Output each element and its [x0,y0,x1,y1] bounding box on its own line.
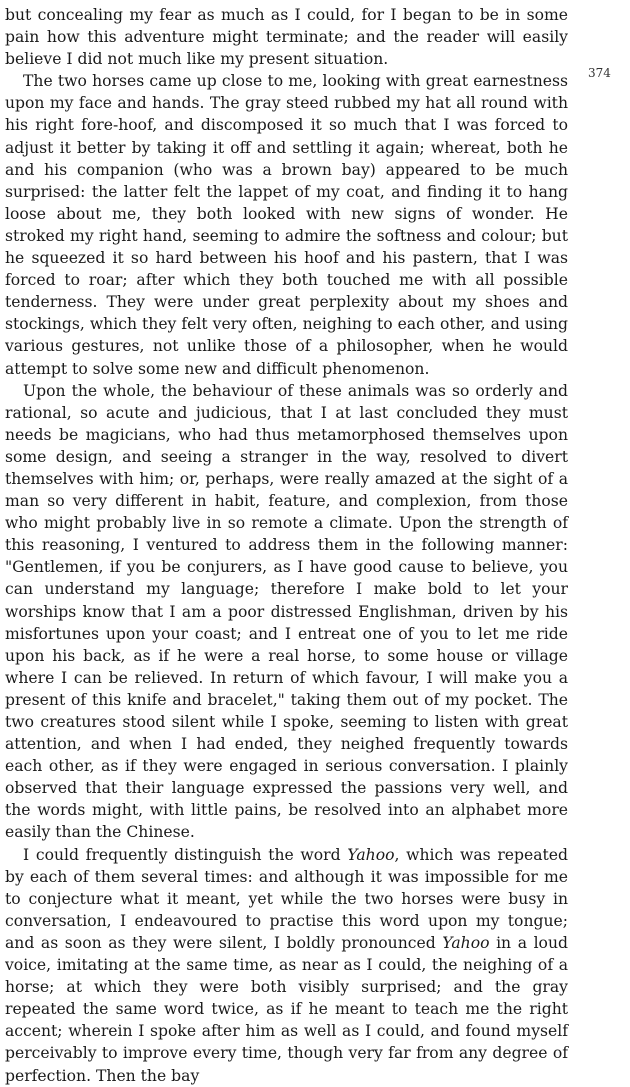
paragraph-4-italic-word-2: Yahoo [442,933,490,952]
paragraph-4-text-c: in a loud voice, imitating at the same time, as near as I could, the neighing of a horse; at which they were both visibly surprised; and the gray repeated the same word twice, as if he meant to teach me the right accent; wherein I spoke after him as well as I could, and found myself perceivably to improve every time, though very far from any degree of perfection. Then the bay [5,933,568,1085]
paragraph-4-text-b: , which was repeated by each of them several times: and although it was impossible for me to conjecture what it meant, yet while the two horses were busy in conversation, I endeavoured to practise this word upon my tongue; and as soon as they were silent, I boldly pronounced [5,845,568,952]
text-body [5,4,568,1087]
paragraph-3-text: Upon the whole, the behaviour of these animals was so orderly and rational, so acute and judicious, that I at last concluded they must needs be magicians, who had thus metamorphosed themselves upon some design, and seeing a stranger in the way, resolved to divert themselves with him; or, perhaps, were really amazed at the sight of a man so very different in habit, feature, and complexion, from those who might probably live in so remote a climate. Upon the strength of this reasoning, I ventured to address them in the following manner: "Gentlemen, if you be conjurers, as I have good cause to believe, you can understand my language; therefore I make bold to let your worships know that I am a poor distressed Englishman, driven by his misfortunes upon your coast; and I entreat one of you to let me ride upon his back, as if he were a real horse, to some house or village where I can be relieved. In return of which favour, I will make you a present of this knife and bracelet," taking them out of my pocket. The two creatures stood silent while I spoke, seeming to listen with great attention, and when I had ended, they neighed frequently towards each other, as if they were engaged in serious conversation. I plainly observed that their language expressed the passions very well, and the words might, with little pains, be resolved into an alphabet more easily than the Chinese. [5,381,568,842]
paragraph-2-text: The two horses came up close to me, looking with great earnestness upon my face and hands. The gray steed rubbed my hat all round with his right fore-hoof, and discomposed it so much that I was forced to adjust it better by taking it off and settling it again; whereat, both he and his companion (who was a brown bay) appeared to be much surprised: the latter felt the lappet of my coat, and finding it to hang loose about me, they both looked with new signs of wonder. He stroked my right hand, seeming to admire the softness and colour; but he squeezed it so hard between his hoof and his pastern, that I was forced to roar; after which they both touched me with all possible tenderness. They were under great perplexity about my shoes and stockings, which they felt very often, neighing to each other, and using various gestures, not unlike those of a philosopher, when he would attempt to solve some new and difficult phenomenon. [5,72,568,378]
paragraph-3 [5,380,568,844]
paragraph-1-text: but concealing my fear as much as I could, for I began to be in some pain how this adventure might terminate; and the reader will easily believe I did not much like my present situation. [5,6,568,69]
paragraph-4-text-a: I could frequently distinguish the word [23,845,348,864]
paragraph-4 [5,844,568,1087]
paragraph-2 [5,70,568,379]
paragraph-1 [5,4,568,70]
paragraph-4-italic-word-1: Yahoo [347,845,395,864]
page-number: 374 [588,66,611,80]
